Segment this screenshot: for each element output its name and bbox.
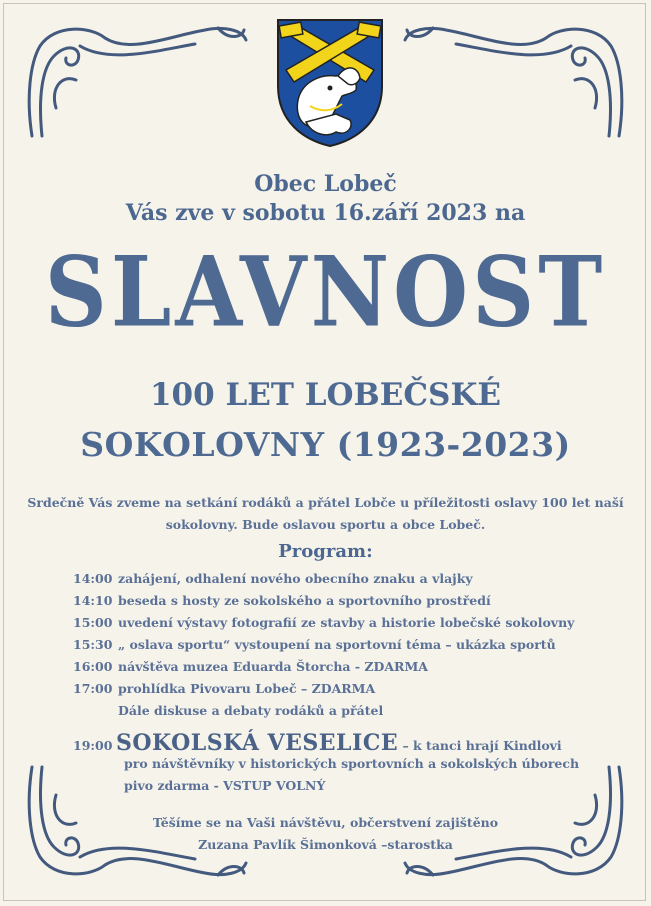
- program-desc: uvedení výstavy fotografií ze stavby a historie lobečské sokolovny: [118, 615, 575, 630]
- program-time: 16:00: [73, 659, 113, 674]
- program-time: 15:30: [73, 637, 113, 652]
- program-time: 14:10: [73, 593, 113, 608]
- program-desc: beseda s hosty ze sokolského a sportovního prostředí: [118, 593, 491, 608]
- event-subtitle-line2: SOKOLOVNY (1923-2023): [80, 425, 571, 464]
- intro-line: sokolovny. Bude oslavou sportu a obce Lobeč.: [165, 517, 486, 532]
- village-name: Obec Lobeč: [254, 171, 397, 197]
- invitation-header: [0, 170, 651, 228]
- program-desc: „ oslava sportu“ vystoupení na sportovní téma – ukázka sportů: [118, 637, 556, 652]
- program-title: Program:: [278, 541, 373, 562]
- intro-text: [0, 492, 651, 536]
- footer-signature: Zuzana Pavlík Šimonková –starostka: [198, 837, 453, 852]
- event-subtitle-line1: 100 LET LOBEČSKÉ: [149, 377, 502, 413]
- program-desc: zahájení, odhalení nového obecního znaku a vlajky: [118, 571, 473, 586]
- lobec-coat-of-arms-icon: [276, 18, 384, 148]
- program-time: 19:00: [73, 738, 113, 753]
- program-desc: prohlídka Pivovaru Lobeč – ZDARMA: [118, 681, 376, 696]
- highlight-title: SOKOLSKÁ VESELICE: [116, 730, 399, 756]
- highlight-text: – k tanci hrají Kindlovi: [398, 738, 562, 753]
- highlight-detail-text: pro návštěvníky v historických sportovních a sokolských úborech: [124, 756, 580, 771]
- footer: [0, 812, 651, 856]
- program-time: 17:00: [73, 681, 113, 696]
- program-desc: návštěva muzea Eduarda Štorcha - ZDARMA: [118, 659, 428, 674]
- ornament-top-right-icon: [401, 18, 631, 143]
- ornament-top-left-icon: [20, 18, 250, 143]
- highlight-line: [116, 730, 562, 756]
- program-time: 14:00: [73, 571, 113, 586]
- intro-line: Srdečně Vás zveme na setkání rodáků a přátel Lobče u příležitosti oslavy 100 let naší: [27, 495, 624, 510]
- program-time: 15:00: [73, 615, 113, 630]
- invitation-date: Vás zve v sobotu 16.září 2023 na: [125, 200, 526, 226]
- footer-line: Těšíme se na Vaši návštěvu, občerstvení zajištěno: [152, 815, 499, 830]
- highlight-detail-text: pivo zdarma - VSTUP VOLNÝ: [124, 778, 326, 793]
- program-extra-text: Dále diskuse a debaty rodáků a přátel: [118, 703, 384, 718]
- event-title: SLAVNOST: [44, 235, 607, 349]
